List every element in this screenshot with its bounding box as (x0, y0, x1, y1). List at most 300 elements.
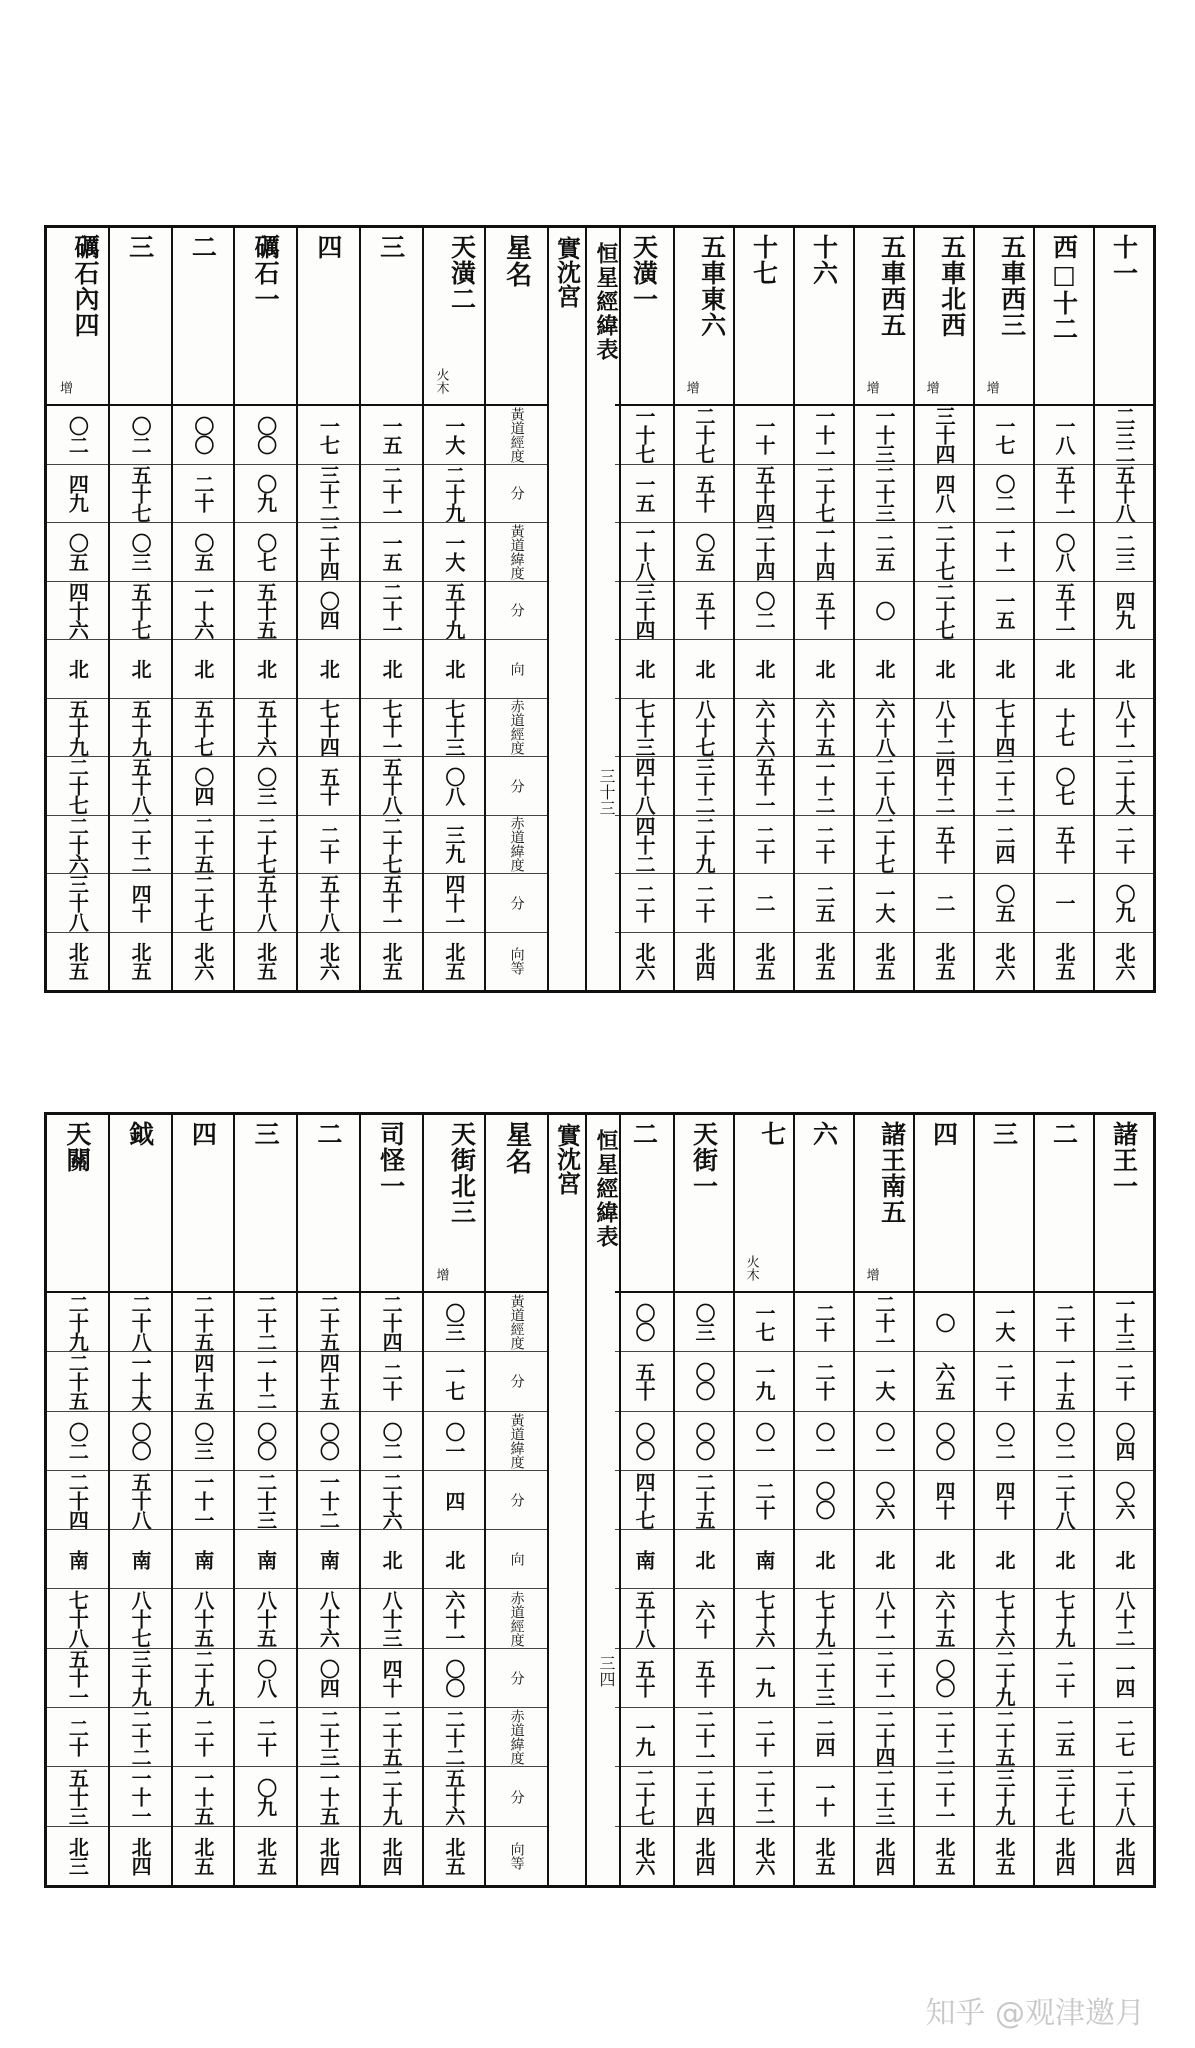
star-values (298, 406, 359, 990)
table-cell: 〇七 (1035, 757, 1093, 816)
star-name-cell (915, 1115, 973, 1293)
table-cell: 五十七 (173, 699, 234, 758)
table-cell: 北 (1095, 1530, 1153, 1589)
table-cell: 北 (975, 640, 1033, 699)
table-cell: 五十 (675, 582, 733, 641)
table-cell: 四十二 (915, 757, 973, 816)
table-cell: 北六 (316, 942, 341, 981)
star-column (233, 228, 296, 990)
table-cell: 二十二 (915, 1708, 973, 1767)
table-cell: 五十八 (298, 874, 359, 933)
table-cell: 七十一 (361, 699, 422, 758)
table-cell: 七十三 (615, 699, 673, 758)
table-cell: 一九 (615, 1708, 673, 1767)
star-values (675, 1293, 733, 1885)
star-column (733, 228, 793, 990)
star-column (615, 1115, 673, 1885)
star-name: 二 (1049, 1121, 1079, 1147)
table-cell: 四十八 (615, 757, 673, 816)
page-number: 三十三 (597, 768, 616, 816)
star-name: 西□十二 (1049, 234, 1079, 342)
star-column (359, 228, 422, 990)
table-cell: 一十五 (173, 1767, 234, 1826)
table-cell: 二十大 (1095, 757, 1153, 816)
star-name: 三 (989, 1121, 1019, 1147)
star-mark: 火木 (743, 1255, 759, 1281)
table-cell: 北 (795, 640, 853, 699)
table-cell: 北四 (692, 942, 716, 981)
table-cell: 一十 (795, 1767, 853, 1826)
header-row-label: 分 (486, 582, 547, 641)
star-column (853, 228, 913, 990)
header-title-cell (486, 228, 547, 406)
table-cell: 二十八 (1035, 1471, 1093, 1530)
star-name-cell (235, 1115, 296, 1293)
table-cell: 二十四 (855, 1708, 913, 1767)
table-cell: 北 (855, 640, 913, 699)
star-values (915, 406, 973, 990)
table-cell: 南 (110, 1530, 171, 1589)
table-cell: 〇一 (855, 1412, 913, 1471)
header-row-label: 分 (486, 1767, 547, 1826)
table-cell: 一十二 (235, 1352, 296, 1411)
table-cell: 七十八 (47, 1589, 108, 1648)
star-values (47, 1293, 108, 1885)
table-cell: 四十 (361, 1649, 422, 1708)
table-cell: 〇一 (424, 1412, 485, 1471)
table-cell: 北六 (1112, 942, 1136, 981)
table-cell: 四十 (110, 874, 171, 933)
star-name: 十六 (809, 234, 839, 286)
table-cell: 五十九 (110, 699, 171, 758)
table-cell: 三九 (424, 816, 485, 875)
table-cell: 一九 (735, 1352, 793, 1411)
table-cell: 二十九 (47, 1293, 108, 1352)
table-cell: 四 (424, 1471, 485, 1530)
table-cell: 〇四 (1095, 1412, 1153, 1471)
star-values (424, 406, 485, 990)
table-cell: 七十六 (975, 1589, 1033, 1648)
star-name: 四 (929, 1121, 959, 1147)
table-cell: 七十九 (1035, 1589, 1093, 1648)
star-values (235, 406, 296, 990)
table-cell: 一十五 (298, 1767, 359, 1826)
table-cell: 三十九 (110, 1649, 171, 1708)
table-cell: 〇三 (110, 523, 171, 582)
table-cell: 三十四 (915, 406, 973, 465)
star-name-cell (298, 228, 359, 406)
star-column (615, 228, 673, 990)
header-row-label: 向 (486, 1530, 547, 1589)
star-column (296, 228, 359, 990)
star-name: 天街一 (689, 1121, 719, 1199)
star-name-cell (361, 228, 422, 406)
table-cell: 七十四 (975, 699, 1033, 758)
header-title: 星名 (501, 234, 532, 288)
table-cell: 二十九 (975, 1649, 1033, 1708)
table-cell: 八十六 (298, 1589, 359, 1648)
table-cell: 二十八 (855, 757, 913, 816)
table-cell: 北四 (379, 1836, 404, 1875)
table-cell: 北 (235, 640, 296, 699)
star-name-cell (1035, 1115, 1093, 1293)
header-row-label: 赤道緯度 (486, 1708, 547, 1767)
table-cell: 一十三 (1095, 1293, 1153, 1352)
table-cell: 北五 (752, 942, 776, 981)
table-cell: 北 (424, 1530, 485, 1589)
star-values (615, 1293, 673, 1885)
table-cell: 二十一 (855, 1649, 913, 1708)
table-cell: 北四 (1112, 1836, 1136, 1875)
table-page-bottom (44, 1112, 1156, 1888)
star-values (1035, 406, 1093, 990)
table-cell: 北五 (253, 1836, 278, 1875)
table-cell: 八十七 (110, 1589, 171, 1648)
star-column (1033, 1115, 1093, 1885)
table-cell: 〇八 (424, 757, 485, 816)
table-cell: 北五 (992, 1836, 1016, 1875)
table-cell: 一十五 (1035, 1352, 1093, 1411)
table-cell: 五十 (915, 816, 973, 875)
table-cell: 五十八 (1095, 465, 1153, 524)
table-cell: 五十九 (424, 582, 485, 641)
header-cells (486, 406, 547, 990)
table-cell: 二十五 (47, 1352, 108, 1411)
table-cell: 一十四 (795, 523, 853, 582)
table-cell: 四十五 (298, 1352, 359, 1411)
star-values (235, 1293, 296, 1885)
table-cell: 〇一 (795, 1412, 853, 1471)
table-cell: 五十一 (47, 1649, 108, 1708)
table-cell: 〇〇 (110, 1412, 171, 1471)
right-half (615, 228, 1153, 990)
table-cell: 二十 (1035, 1293, 1093, 1352)
table-cell: 二十三 (235, 1471, 296, 1530)
table-cell: 南 (47, 1530, 108, 1589)
table-cell: 五十七 (110, 582, 171, 641)
table-cell: 一七 (735, 1293, 793, 1352)
star-values (47, 406, 108, 990)
table-cell: 南 (298, 1530, 359, 1589)
table-cell: 北 (615, 640, 673, 699)
table-cell: 二十四 (675, 1767, 733, 1826)
table-cell: 〇五 (47, 523, 108, 582)
table-cell: 〇四 (173, 757, 234, 816)
table-cell: 六十 (675, 1589, 733, 1648)
star-values (615, 406, 673, 990)
table-cell: 二十七 (47, 757, 108, 816)
header-row-label: 向等 (508, 1841, 525, 1870)
table-cell: 北五 (872, 942, 896, 981)
table-cell: 二十 (795, 816, 853, 875)
table-cell: 〇三 (173, 1412, 234, 1471)
table-cell: 二十一 (361, 465, 422, 524)
left-half (47, 1115, 585, 1885)
table-cell: 五十七 (110, 465, 171, 524)
table-cell: 二十 (298, 816, 359, 875)
page-gutter (585, 1115, 621, 1885)
table-cell: 北五 (812, 1836, 836, 1875)
table-cell: 〇〇 (675, 1412, 733, 1471)
table-cell: 五十 (615, 1352, 673, 1411)
table-cell: 北四 (1052, 1836, 1076, 1875)
star-name-cell (975, 1115, 1033, 1293)
star-values (361, 406, 422, 990)
table-cell: 一 (1035, 874, 1093, 933)
table-cell: 二十 (735, 816, 793, 875)
table-cell: 〇一 (735, 1412, 793, 1471)
table-cell: 六十八 (855, 699, 913, 758)
table-cell: 二十九 (424, 465, 485, 524)
table-cell: 二十二 (975, 757, 1033, 816)
table-cell: 〇〇 (795, 1471, 853, 1530)
star-name-cell (47, 228, 108, 406)
table-cell: 二十七 (615, 1767, 673, 1826)
star-mark: 增 (683, 381, 699, 394)
table-cell: 二十四 (298, 523, 359, 582)
table-cell: 五十 (675, 1649, 733, 1708)
header-row-label: 分 (486, 1471, 547, 1530)
table-cell: 〇〇 (173, 406, 234, 465)
star-values (675, 406, 733, 990)
table-cell: 二四 (795, 1708, 853, 1767)
table-cell: 〇二 (975, 465, 1033, 524)
star-name-cell (855, 228, 913, 406)
table-cell: 北六 (632, 1836, 656, 1875)
table-cell: 一十一 (795, 406, 853, 465)
table-cell: 〇四 (298, 1649, 359, 1708)
table-cell: 二十九 (361, 1767, 422, 1826)
table-cell: 五十 (795, 582, 853, 641)
table-cell: 二十 (675, 874, 733, 933)
header-title-cell (486, 1115, 547, 1293)
table-cell: 北 (361, 1530, 422, 1589)
table-cell: 北六 (752, 1836, 776, 1875)
left-half (47, 228, 585, 990)
star-column (108, 1115, 171, 1885)
star-name-cell (615, 1115, 673, 1293)
header-row-label: 向 (486, 640, 547, 699)
table-cell: 二十七 (795, 465, 853, 524)
table-cell: 〇六 (855, 1471, 913, 1530)
table-cell: 一五 (361, 523, 422, 582)
page-gutter (585, 228, 621, 990)
table-cell: 二十九 (675, 816, 733, 875)
star-name-cell (675, 228, 733, 406)
star-values (855, 1293, 913, 1885)
table-cell: 二十三 (855, 465, 913, 524)
table-cell: 二十五 (361, 1708, 422, 1767)
table-cell: 二三 (1095, 523, 1153, 582)
star-mark: 增 (433, 1268, 449, 1281)
table-cell: 一五 (361, 406, 422, 465)
table-cell: 八十二 (1095, 1589, 1153, 1648)
star-values (975, 1293, 1033, 1885)
star-values (1035, 1293, 1093, 1885)
table-cell: 二七 (1095, 1708, 1153, 1767)
table-cell: 北四 (128, 1836, 153, 1875)
star-name: 天關 (62, 1121, 92, 1173)
header-row-label: 黃道經度 (486, 1293, 547, 1352)
table-cell: 一十八 (615, 523, 673, 582)
table-cell: 四十七 (615, 1471, 673, 1530)
table-cell: 北 (915, 1530, 973, 1589)
table-cell: 一大 (975, 1293, 1033, 1352)
table-cell: 北四 (316, 1836, 341, 1875)
table-cell: 二十七 (915, 582, 973, 641)
star-column (733, 1115, 793, 1885)
table-cell: 五十八 (110, 1471, 171, 1530)
star-name: 三 (251, 1121, 281, 1147)
table-cell: 二十六 (361, 1471, 422, 1530)
star-name: 十七 (749, 234, 779, 286)
table-cell: 一七 (424, 1352, 485, 1411)
header-column (484, 228, 547, 990)
table-cell: 五十八 (235, 874, 296, 933)
table-cell: 六十五 (795, 699, 853, 758)
table-cell: 北五 (190, 1836, 215, 1875)
star-name-cell (735, 228, 793, 406)
table-cell: 二十 (735, 1471, 793, 1530)
gutter-title: 恒星經緯表 (593, 1129, 619, 1249)
star-name: 六 (809, 1121, 839, 1147)
table-cell: 二十三 (795, 1649, 853, 1708)
table-cell: 三十四 (615, 582, 673, 641)
table-cell: 二 (735, 874, 793, 933)
table-cell: 八十三 (361, 1589, 422, 1648)
table-cell: 二十二 (424, 1708, 485, 1767)
table-cell: 一十二 (795, 757, 853, 816)
table-cell: 七十三 (424, 699, 485, 758)
table-cell: 〇五 (975, 874, 1033, 933)
table-cell: 二十七 (915, 523, 973, 582)
star-name: 司怪一 (376, 1121, 406, 1199)
header-row-label: 分 (486, 874, 547, 933)
table-cell: 二十 (1035, 1649, 1093, 1708)
table-cell: 北六 (190, 942, 215, 981)
star-column (673, 228, 733, 990)
table-cell: 北五 (253, 942, 278, 981)
table-cell: 三十九 (975, 1767, 1033, 1826)
table-cell: 北五 (812, 942, 836, 981)
table-cell: 一九 (735, 1649, 793, 1708)
star-name-cell (795, 1115, 853, 1293)
table-cell: 二十三 (298, 1708, 359, 1767)
table-cell: 二十 (173, 1708, 234, 1767)
star-column (913, 228, 973, 990)
star-name: 礪石一 (251, 234, 281, 312)
table-cell: 二十一 (361, 582, 422, 641)
star-values (173, 1293, 234, 1885)
star-name-cell (915, 228, 973, 406)
table-cell: 二十三 (855, 1767, 913, 1826)
table-cell: 七十九 (795, 1589, 853, 1648)
table-cell: 一十一 (173, 1471, 234, 1530)
star-mark: 增 (863, 381, 879, 394)
star-name: 二 (313, 1121, 343, 1147)
table-cell: 北五 (65, 942, 90, 981)
star-name-cell (110, 1115, 171, 1293)
table-cell: 五十 (1035, 816, 1093, 875)
table-cell: 二十 (173, 465, 234, 524)
table-cell: 〇〇 (235, 406, 296, 465)
table-cell: 一十一 (975, 523, 1033, 582)
table-cell: 北六 (992, 942, 1016, 981)
table-cell: 五十一 (1035, 465, 1093, 524)
star-name-cell (110, 228, 171, 406)
star-column (853, 1115, 913, 1885)
table-cell: 三十七 (1035, 1767, 1093, 1826)
star-values (975, 406, 1033, 990)
table-cell: 北 (298, 640, 359, 699)
table-cell: 南 (173, 1530, 234, 1589)
table-cell: 二三二 (1095, 406, 1153, 465)
star-values (173, 406, 234, 990)
table-cell: 五十 (298, 757, 359, 816)
table-cell: 二 (915, 874, 973, 933)
table-cell: 北四 (872, 1836, 896, 1875)
table-cell: 二十一 (675, 1708, 733, 1767)
star-column (47, 1115, 108, 1885)
star-name: 五車西三 (997, 234, 1027, 338)
table-cell: 二五 (795, 874, 853, 933)
star-name-cell (424, 228, 485, 406)
table-cell: 八十五 (173, 1589, 234, 1648)
table-cell: 四九 (47, 465, 108, 524)
header-title: 星名 (501, 1121, 532, 1175)
table-cell: 二十一 (855, 1293, 913, 1352)
table-cell: 八十五 (235, 1589, 296, 1648)
table-cell: 四九 (1095, 582, 1153, 641)
table-cell: 二十七 (235, 816, 296, 875)
star-name-cell (1095, 1115, 1153, 1293)
table-cell: 十七 (1035, 699, 1093, 758)
header-row-label: 赤道經度 (486, 1589, 547, 1648)
table-cell: 〇八 (1035, 523, 1093, 582)
star-name-cell (235, 228, 296, 406)
table-cell: 五十一 (361, 874, 422, 933)
star-name: 天街北三 (447, 1121, 477, 1225)
star-values (298, 1293, 359, 1885)
right-half (615, 1115, 1153, 1885)
star-name-cell (361, 1115, 422, 1293)
table-cell: 〇 (855, 582, 913, 641)
table-cell: 三十二 (675, 757, 733, 816)
table-cell: 二十五 (173, 816, 234, 875)
table-cell: 〇二 (47, 1412, 108, 1471)
table-cell: 二十七 (361, 816, 422, 875)
table-cell: 五十四 (735, 465, 793, 524)
star-name-cell (615, 228, 673, 406)
table-cell: 四十一 (424, 874, 485, 933)
star-values (915, 1293, 973, 1885)
table-cell: 二十二 (735, 1767, 793, 1826)
table-cell: 二十 (615, 874, 673, 933)
table-cell: 〇六 (1095, 1471, 1153, 1530)
table-cell: 二四 (975, 816, 1033, 875)
table-cell: 四十五 (173, 1352, 234, 1411)
table-cell: 二十二 (110, 816, 171, 875)
star-column (973, 1115, 1033, 1885)
star-name: 天潢二 (447, 234, 477, 312)
star-name-cell (47, 1115, 108, 1293)
header-column (484, 1115, 547, 1885)
star-column (1033, 228, 1093, 990)
star-values (735, 1293, 793, 1885)
table-cell: 二十一 (915, 1767, 973, 1826)
table-cell: 六十六 (735, 699, 793, 758)
table-cell: 五十六 (424, 1767, 485, 1826)
